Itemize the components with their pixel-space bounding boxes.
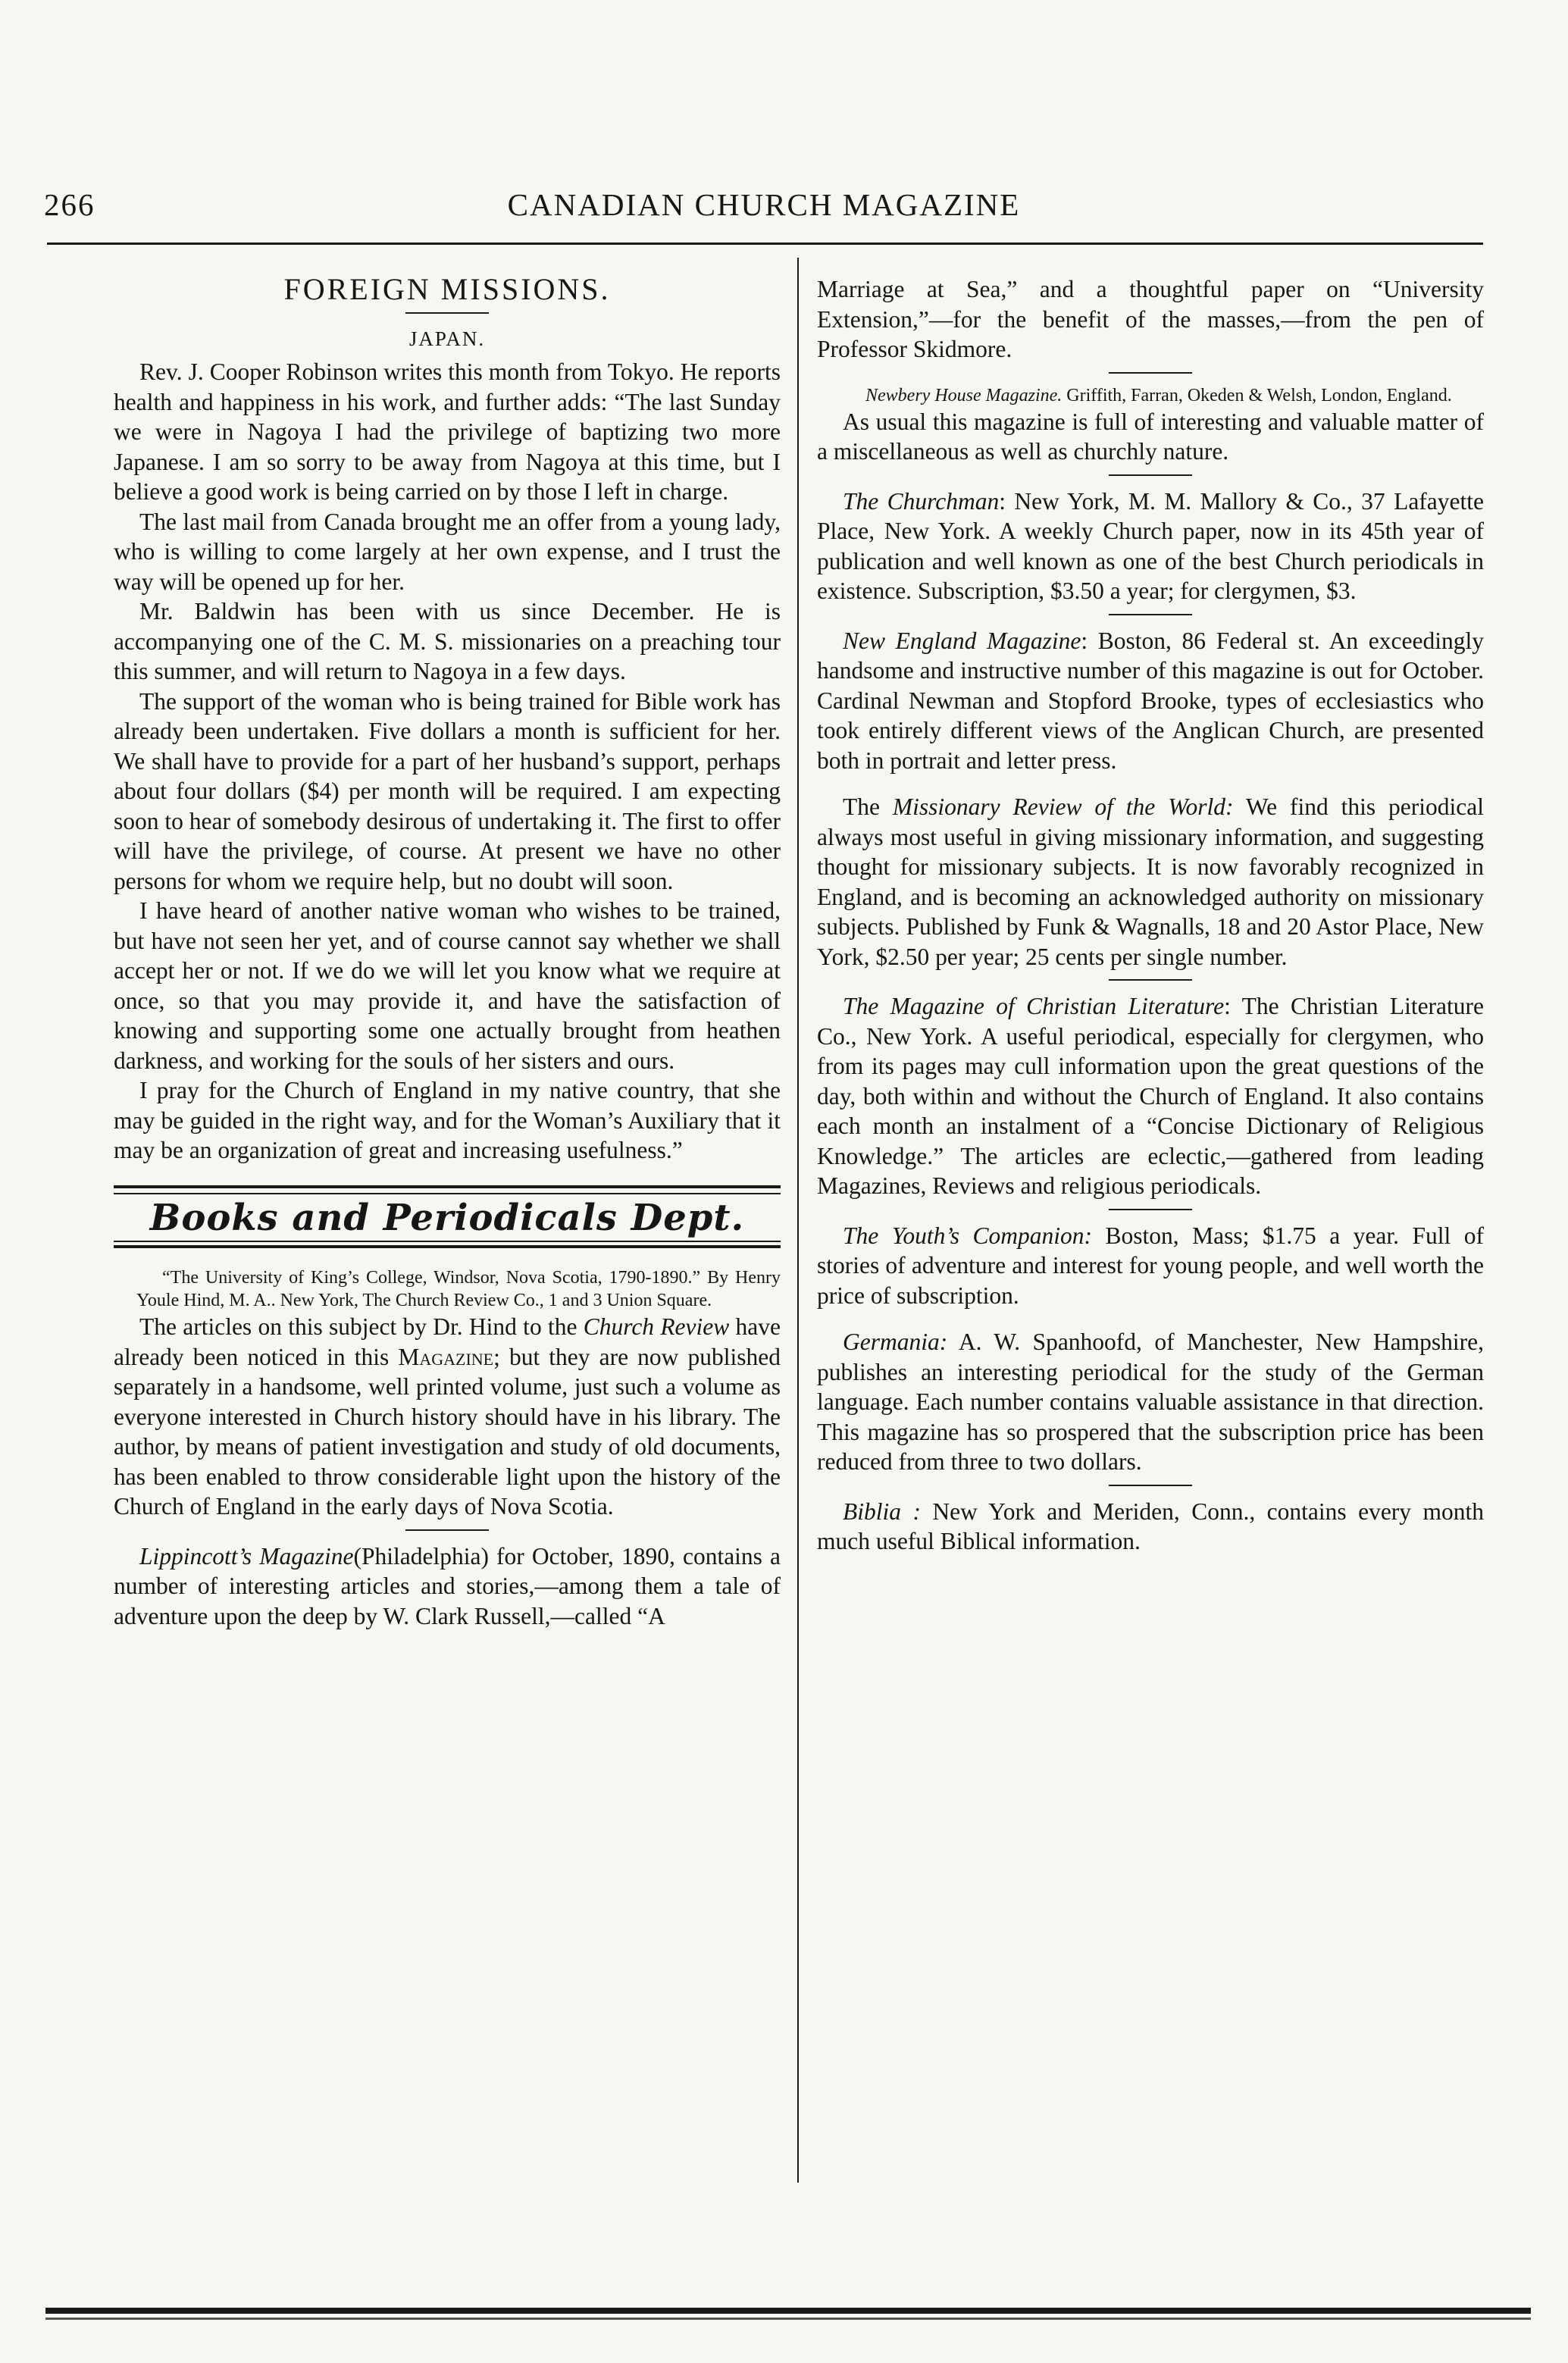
youths-companion-title: The Youth’s Companion: xyxy=(843,1222,1093,1249)
youths-companion-review xyxy=(817,1221,1484,1311)
paragraph: Mr. Baldwin has been with us since December. He is accompanying one of the C. M. S. missionaries on a preaching tour this summer, and will return to Nagoya in a few days. xyxy=(114,598,781,684)
missionary-review xyxy=(817,792,1484,972)
hind-text-1: The articles on this subject by Dr. Hind to the xyxy=(139,1313,584,1340)
missionary-title: Missionary Review of the World: xyxy=(892,793,1234,820)
section-title: FOREIGN MISSIONS. xyxy=(283,272,611,306)
new-england-review xyxy=(817,626,1484,776)
hind-review xyxy=(114,1312,781,1522)
missionary-text: We find this periodical always most useful in giving missionary information, and suggesting thought for missionary subjects. It is now favorably recognized in England, and is becoming an acknowledged authority on missionary subjects. Published by Funk & Wagnalls, 18 and 20 Astor Place, New York, $2.50 per year; 25 cents per single number. xyxy=(817,793,1484,970)
lippincott-text: (Philadelphia) for October, 1890, contains a number of interesting articles and stories,—among them a tale of adventure upon the deep by W. Clark Russell,—called “A xyxy=(114,1542,781,1629)
short-rule xyxy=(1109,474,1192,476)
short-rule xyxy=(1109,1485,1192,1486)
newbery-title: Newbery House Magazine. xyxy=(865,385,1063,405)
new-england-text: : Boston, 86 Federal st. An exceedingly handsome and instructive number of this magazine is out for October. Cardinal Newman and Stopford Brooke, types of ecclesiastics who took entirely different views of the Anglican Church, are presented both in portrait and letter press. xyxy=(817,627,1484,774)
page-number: 266 xyxy=(44,187,95,222)
column-divider xyxy=(797,258,799,2183)
lippincott-title: Lippincott’s Magazine xyxy=(139,1542,354,1570)
christian-literature-title: The Magazine of Christian Literature xyxy=(843,993,1225,1019)
bottom-rule-thin xyxy=(45,2318,1531,2320)
biblia-title: Biblia : xyxy=(843,1498,921,1525)
books-periodicals-heading: Books and Periodicals Dept. xyxy=(149,1196,745,1239)
germania-review xyxy=(817,1327,1484,1477)
hind-text-2: have already been noticed in this xyxy=(114,1313,781,1370)
heading-rule-bottom-thin xyxy=(114,1241,781,1242)
germania-title: Germania: xyxy=(843,1329,948,1355)
spacer xyxy=(817,1310,1484,1327)
germania-text: A. W. Spanhoofd, of Manchester, New Hampshire, publishes an interesting periodical for the study of the German language. Each number contains valuable assistance in that direction. This magazine has so prospered that the subscription price has been reduced from three to two dollars. xyxy=(817,1329,1484,1475)
churchman-title: The Churchman xyxy=(843,487,1000,515)
churchman-review xyxy=(817,487,1484,606)
missionary-pre: The xyxy=(843,793,893,820)
book-citation: “The University of King’s College, Windsor, Nova Scotia, 1790-1890.” By Henry Youle Hind, M. A.. New York, The Church Review Co., 1 and 3 Union Square. xyxy=(136,1268,781,1310)
hind-text-3: ; but they are now published separately in a handsome, well printed volume, just such a volume as everyone interested in Church history should have in his library. The author, by means of patient investigation and study of old documents, has been enabled to throw considerable light upon the history of the Church of England in the early days of Nova Scotia. xyxy=(114,1343,781,1520)
christian-literature-review xyxy=(817,991,1484,1201)
church-review-title: Church Review xyxy=(583,1313,730,1340)
short-rule xyxy=(405,1529,489,1531)
header-rule xyxy=(47,243,1483,245)
churchman-text: : New York, M. M. Mallory & Co., 37 Lafayette Place, New York. A weekly Church paper, now in its 45th year of publication and well known as one of the best Church periodicals in existence. Subscription, $3.50 a year; for clergymen, $3. xyxy=(817,487,1484,604)
paragraph: The support of the woman who is being trained for Bible work has already been undertaken. Five dollars a month is sufficient for her. We shall have to provide for a part of her husband’s support, perhaps about four dollars ($4) per month will be required. I am expecting soon to hear of somebody desirous of undertaking it. The first to offer will have the privilege, of course. At present we have no other persons for whom we require help, but no doubt will soon. xyxy=(114,687,781,894)
short-rule xyxy=(1109,1209,1192,1210)
subsection-title: JAPAN. xyxy=(408,327,486,350)
paragraph: I pray for the Church of England in my native country, that she may be guided in the right way, and for the Woman’s Auxiliary that it may be an organization of great and increasing usefulness.” xyxy=(114,1077,781,1163)
short-rule xyxy=(1109,372,1192,374)
continued-paragraph: Marriage at Sea,” and a thoughtful paper on “University Extension,”—for the benefit of the masses,—from the pen of Professor Skidmore. xyxy=(817,276,1484,362)
newbery-citation xyxy=(817,384,1484,407)
youths-companion-text: Boston, Mass; $1.75 a year. Full of stories of adventure and interest for young people, and well worth the price of subscription. xyxy=(817,1222,1484,1309)
heading-rule-top-thin xyxy=(114,1193,781,1194)
page-header xyxy=(44,186,1484,232)
left-column xyxy=(114,274,781,1631)
right-column xyxy=(817,274,1484,1557)
lippincott-review xyxy=(114,1541,781,1632)
christian-literature-text: : The Christian Literature Co., New York. A useful periodical, especially for clergymen, who from its pages may cull information upon the great questions of the day, both within and without the Church of England. It also contains each month an instalment of a “Concise Dictionary of Religious Knowledge.” The articles are eclectic,—gathered from leading Magazines, Reviews and religious periodicals. xyxy=(817,993,1484,1199)
biblia-text: New York and Meriden, Conn., contains every month much useful Biblical information. xyxy=(817,1498,1484,1554)
magazine-title: CANADIAN CHURCH MAGAZINE xyxy=(507,187,1021,222)
spacer xyxy=(817,775,1484,792)
short-rule xyxy=(1109,979,1192,981)
short-rule xyxy=(1109,614,1192,615)
bottom-rule xyxy=(45,2308,1531,2314)
new-england-title: New England Magazine xyxy=(843,627,1081,654)
magazine-word: Magazine xyxy=(398,1343,494,1370)
short-rule xyxy=(405,312,489,314)
newbery-publisher: Griffith, Farran, Okeden & Welsh, London, England. xyxy=(1062,385,1452,405)
paragraph: Rev. J. Cooper Robinson writes this month from Tokyo. He reports health and happiness in his work, and further adds: “The last Sunday we were in Nagoya I had the privilege of baptizing two more Japanese. I am so sorry to be away from Nagoya at this time, but I believe a good work is being carried on by those I left in charge. xyxy=(114,358,781,505)
paragraph: I have heard of another native woman who wishes to be trained, but have not seen her yet, and of course cannot say whether we shall accept her or not. If we do we will let you know what we require at once, so that you may provide it, and have the satisfaction of knowing and supporting some one actually brought from heathen darkness, and working for the souls of her sisters and ours. xyxy=(114,897,781,1074)
heading-rule-top xyxy=(114,1185,781,1188)
biblia-review xyxy=(817,1497,1484,1557)
heading-rule-bottom xyxy=(114,1245,781,1248)
newbery-review: As usual this magazine is full of interesting and valuable matter of a miscellaneous as well as churchly nature. xyxy=(817,408,1484,465)
paragraph: The last mail from Canada brought me an offer from a young lady, who is willing to come largely at her own expense, and I trust the way will be opened up for her. xyxy=(114,508,781,595)
